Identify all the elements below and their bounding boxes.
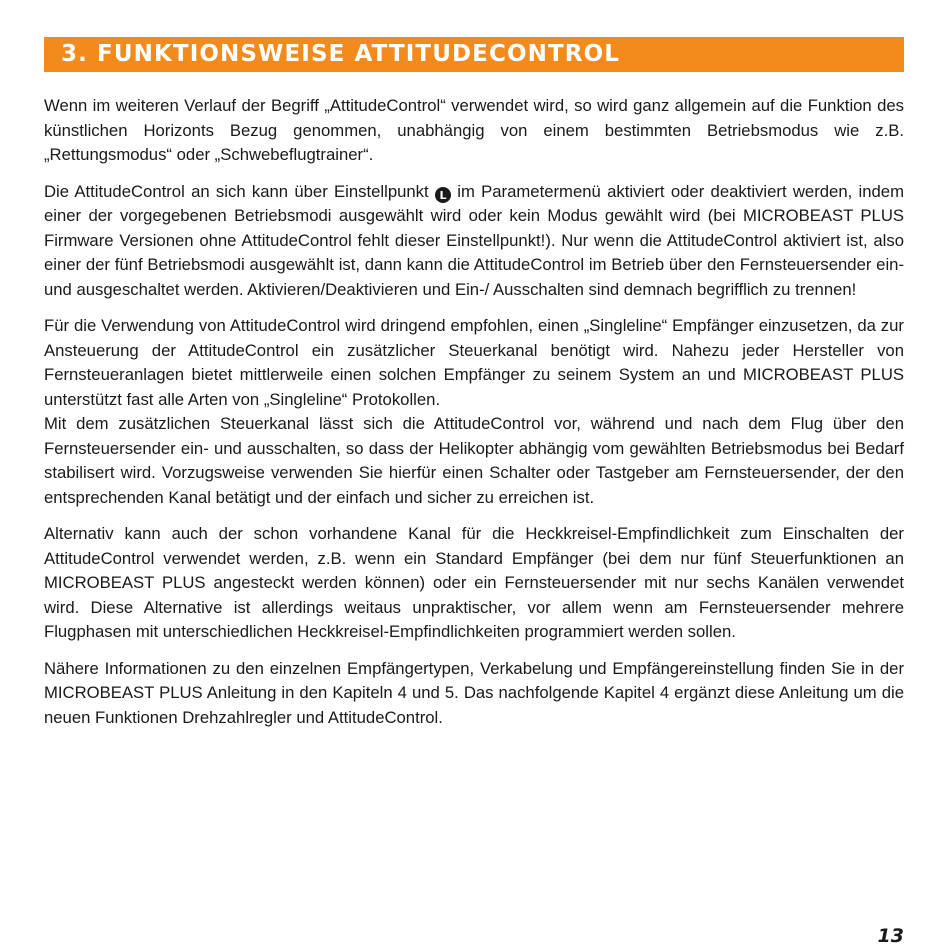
- paragraph-activation-text-start: Die AttitudeControl an sich kann über Einstellpunkt: [44, 181, 435, 201]
- paragraph-more-info: Nähere Informationen zu den einzelnen Empfängertypen, Verkabelung und Empfängereinstellung finden Sie in der MICROBEAST PLUS Anleitung in den Kapiteln 4 und 5. Das nachfolgende Kapitel 4 ergänzt diese Anleitung um die neuen Funktionen Drehzahlregler und AttitudeControl.: [44, 658, 904, 727]
- paragraph-control-channel: Mit dem zusätzlichen Steuerkanal lässt sich die AttitudeControl vor, während und nach dem Flug über den Fernsteuersender ein- und ausschalten, so dass der Helikopter abhängig vom gewählten Betriebsmodus bei Bedarf stabilisert wird. Vorzugsweise verwenden Sie hierfür einen Schalter oder Tastgeber am Fernsteuersender, der den entsprechenden Kanal betätigt und der einfach und sicher zu erreichen ist.: [44, 414, 904, 507]
- paragraph-activation: [44, 180, 904, 303]
- section-title: 3. FUNKTIONSWEISE ATTITUDECONTROL: [61, 41, 620, 67]
- paragraph-intro: Wenn im weiteren Verlauf der Begriff „AttitudeControl“ verwendet wird, so wird ganz allgemein auf die Funktion des künstlichen Horizonts Bezug genommen, unabhängig von einem bestimmten Betriebsmodus wie z.B. „Rettungsmodus“ oder „Schwebeflugtrainer“.: [44, 96, 904, 164]
- paragraph-alternative: Alternativ kann auch der schon vorhandene Kanal für die Heckkreisel-Empfindlichkeit zum Einschalten der AttitudeControl verwendet werden, z.B. wenn ein Standard Empfänger (bei dem nur fünf Steuerfunktionen an MICROBEAST PLUS angesteckt werden können) oder ein Fernsteuersender mit nur sechs Kanälen verwendet wird. Diese Alternative ist allerdings weitaus unpraktischer, vor allem wenn am Fernsteuersender mehrere Flugphasen mit unterschiedlichen Heckkreisel-Empfindlichkeiten programmiert werden sollen.: [44, 524, 904, 641]
- setting-point-badge-icon: L: [435, 187, 451, 203]
- paragraph-singleline: Für die Verwendung von AttitudeControl wird dringend empfohlen, einen „Singleline“ Empfänger einzusetzen, da zur Ansteuerung der AttitudeControl ein zusätzlicher Steuerkanal benötigt wird. Nahezu jeder Hersteller von Fernsteueranlagen bietet mittlerweile einen solchen Empfänger zu seinem System an und MICROBEAST PLUS unterstützt fast alle Arten von „Singleline“ Protokollen.: [44, 316, 904, 409]
- document-body: [44, 94, 904, 742]
- section-header-bar: [44, 37, 904, 72]
- page-number: 13: [877, 925, 904, 947]
- paragraph-activation-text-end: im Parametermenü aktiviert oder deaktiviert werden, indem einer der vorgegebenen Betriebsmodi ausgewählt wird oder kein Modus gewählt wird (bei MICROBEAST PLUS Firmware Versionen ohne AttitudeControl fehlt dieser Einstellpunkt!). Nur wenn die AttitudeControl aktiviert ist, also einer der fünf Betriebsmodi ausgewählt ist, dann kann die AttitudeControl im Betrieb über den Fernsteuersender ein- und ausgeschaltet werden. Aktivieren/Deaktivieren und Ein-/ Ausschalten sind demnach begrifflich zu trennen!: [44, 181, 904, 299]
